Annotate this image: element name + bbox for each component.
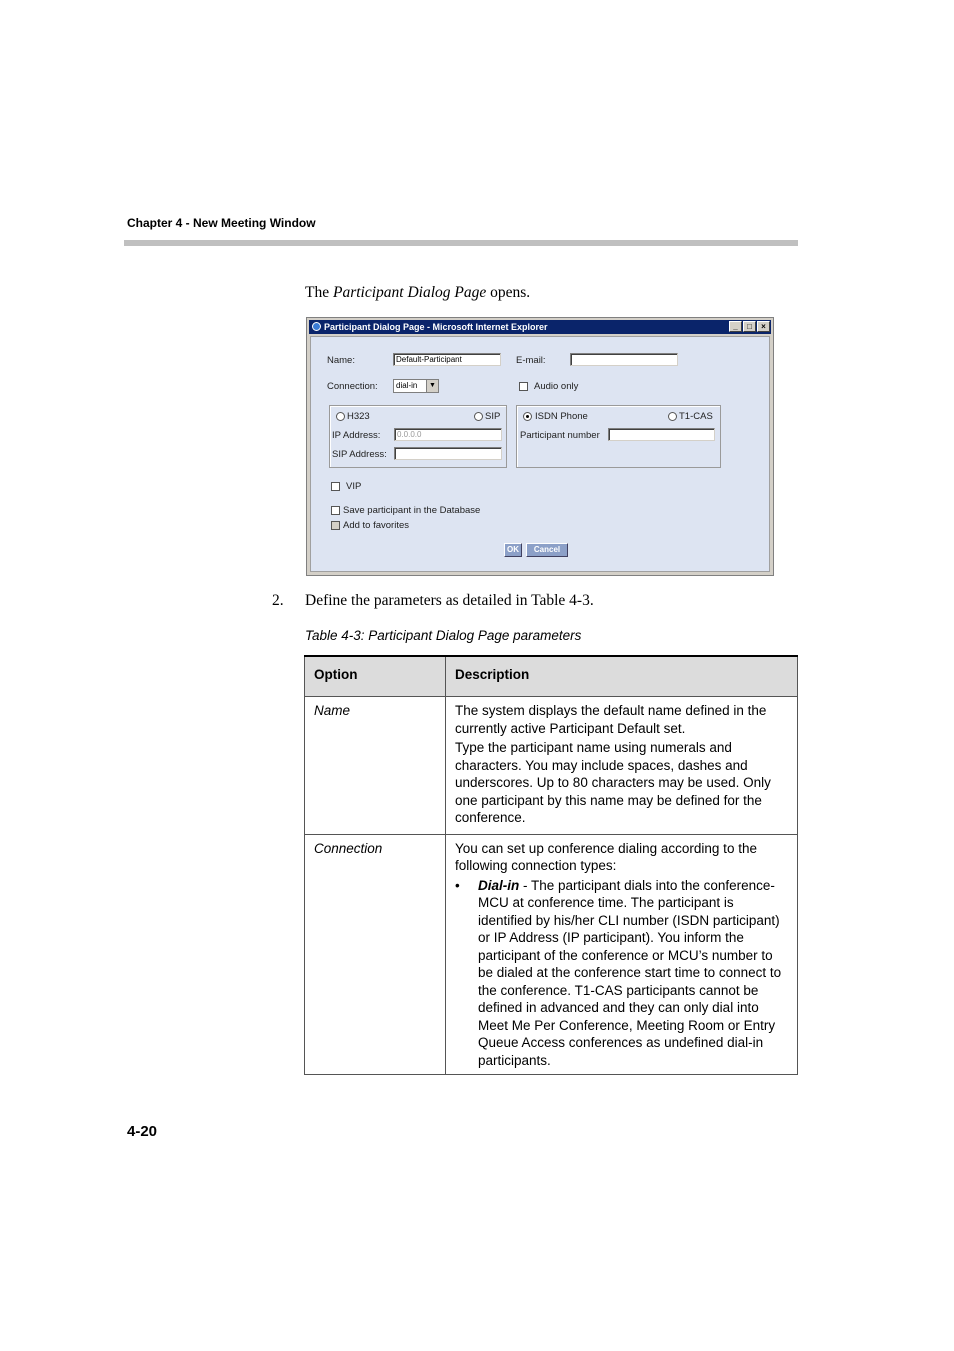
window-title: Participant Dialog Page - Microsoft Internet Explorer <box>324 322 548 332</box>
save-database-checkbox[interactable] <box>331 506 340 515</box>
participant-number-input[interactable] <box>608 428 715 441</box>
connection-select[interactable] <box>393 379 439 393</box>
h323-radio[interactable] <box>336 412 345 421</box>
column-header-option: Option <box>305 656 446 697</box>
dialog-client-area <box>310 336 770 572</box>
audio-only-label: Audio only <box>534 381 579 392</box>
audio-only-checkbox[interactable] <box>519 382 528 391</box>
t1-cas-radio[interactable] <box>668 412 677 421</box>
description-cell <box>446 834 798 1075</box>
bullet-text-wrap <box>478 877 788 1070</box>
internet-explorer-icon <box>312 322 321 331</box>
vip-checkbox[interactable] <box>331 482 340 491</box>
page-number: 4-20 <box>127 1123 158 1140</box>
ip-address-input[interactable]: 0.0.0.0 <box>394 428 502 441</box>
intro-text <box>305 284 530 302</box>
email-input[interactable] <box>570 353 678 366</box>
sip-radio[interactable] <box>474 412 483 421</box>
isdn-phone-radio[interactable] <box>523 412 532 421</box>
parameters-table <box>304 655 798 1075</box>
table-row <box>305 697 798 835</box>
participant-dialog-window <box>306 317 774 576</box>
description-cell <box>446 697 798 835</box>
bullet-marker: • <box>455 877 460 893</box>
vip-label: VIP <box>346 481 362 492</box>
bullet-text: - The participant dials into the conference-MCU at conference time. The participant is identified by his/her CLI number (ISDN participant) or IP Address (IP participant). You inform the participant of the conference or MCU’s number to be dialed at the conference start time to connect to the conference. T1-CAS participants cannot be defined in advanced and they can only dial into Meet Me Per Conference, Meeting Room or Entry Queue Access conferences as undefined dial-in participants. <box>478 877 782 1068</box>
chevron-down-icon[interactable]: ▼ <box>426 380 438 392</box>
table-caption: Table 4-3: Participant Dialog Page parameters <box>305 628 582 643</box>
minimize-button[interactable]: _ <box>729 321 742 332</box>
bullet-item <box>455 877 788 1070</box>
close-button[interactable]: × <box>757 321 770 332</box>
connection-label: Connection: <box>327 381 378 392</box>
ok-button[interactable]: OK <box>504 543 522 557</box>
chapter-header: Chapter 4 - New Meeting Window <box>127 216 316 230</box>
h323-label: H323 <box>347 411 370 422</box>
step-text: Define the parameters as detailed in Table 4-3. <box>305 592 594 609</box>
add-favorites-label: Add to favorites <box>343 520 410 531</box>
t1-cas-label: T1-CAS <box>679 411 713 422</box>
connection-selected-value: dial-in <box>396 381 418 390</box>
maximize-button[interactable]: □ <box>743 321 756 332</box>
table-row <box>305 834 798 1075</box>
sip-label: SIP <box>485 411 501 422</box>
sip-address-label: SIP Address: <box>332 449 387 460</box>
name-input[interactable]: Default-Participant <box>393 353 501 366</box>
column-header-description: Description <box>446 656 798 697</box>
save-database-label: Save participant in the Database <box>343 505 481 516</box>
ip-address-label: IP Address: <box>332 430 381 441</box>
option-cell: Name <box>305 697 446 835</box>
name-label: Name: <box>327 355 355 366</box>
add-favorites-checkbox[interactable] <box>331 521 340 530</box>
intro-after: opens. <box>486 284 531 301</box>
bullet-term: Dial-in <box>478 877 520 893</box>
step-number: 2. <box>272 592 284 609</box>
isdn-phone-label: ISDN Phone <box>535 411 588 422</box>
participant-number-label: Participant number <box>520 430 600 441</box>
table-header-row <box>305 656 798 697</box>
sip-address-input[interactable] <box>394 447 502 460</box>
window-titlebar[interactable] <box>309 320 771 334</box>
window-controls <box>729 321 770 332</box>
option-cell: Connection <box>305 834 446 1075</box>
header-rule <box>124 240 798 246</box>
cancel-button[interactable]: Cancel <box>526 543 568 557</box>
email-label: E-mail: <box>516 355 546 366</box>
intro-before: The <box>305 284 333 301</box>
description-paragraph: Type the participant name using numerals and characters. You may include spaces, dashes and underscores. Up to 80 characters may be used. Only one participant by this name may be defined for the conference. <box>455 740 771 825</box>
description-paragraph: You can set up conference dialing according to the following connection types: <box>455 840 757 873</box>
intro-emphasis: Participant Dialog Page <box>332 284 487 301</box>
description-paragraph: The system displays the default name defined in the currently active Participant Default set. <box>455 703 767 736</box>
